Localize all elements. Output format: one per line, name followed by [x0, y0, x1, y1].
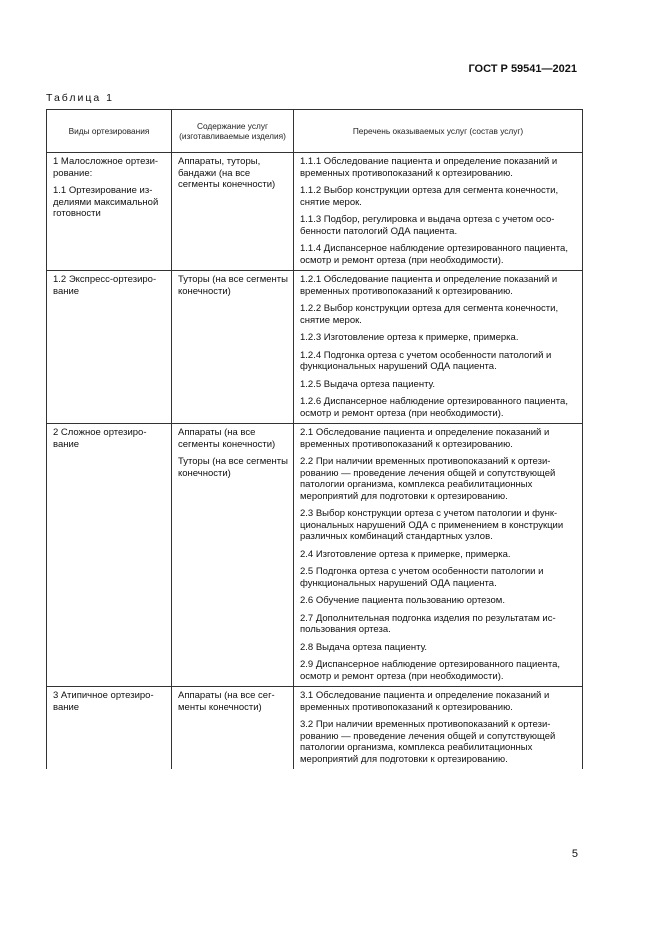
cell-paragraph: 1.2 Экспресс-ортезирование: [53, 274, 157, 297]
table-row: [47, 271, 583, 424]
cell-paragraph: 1.2.5 Выдача ортеза пациенту.: [300, 378, 435, 390]
cell-paragraph: 1.2.6 Диспансерное наблюдение ортезированного пациента, осмотр и ремонт ортеза (при необходимости).: [300, 396, 568, 419]
orthosis-type-cell: [47, 271, 172, 424]
orthosis-type-cell: [47, 424, 172, 687]
header-service-list: Перечень оказываемых услуг (состав услуг): [294, 110, 583, 153]
table-body: [47, 153, 583, 770]
cell-paragraph: Туторы (на все сегменты конечности): [178, 274, 288, 297]
cell-paragraph: 3 Атипичное ортезирование: [53, 690, 154, 713]
service-list-cell: [294, 424, 583, 687]
cell-paragraph: 2.6 Обучение пациента пользованию ортезом.: [300, 595, 505, 606]
cell-paragraph: 1.2.4 Подгонка ортеза с учетом особенности патологий и функциональных нарушений ОДА пациента.: [300, 349, 552, 372]
cell-paragraph: 1 Малосложное ортезирование:: [53, 156, 159, 179]
cell-paragraph: 3.2 При наличии временных противопоказаний к ортезированию — проведение лечения общей и сопутствующей патологии организма, комплекса реабилитационных мероприятий для подготовки к ортезированию.: [300, 719, 556, 765]
cell-paragraph: 2.5 Подгонка ортеза с учетом особенности патологии и функциональных нарушений ОДА пациента.: [300, 566, 544, 589]
service-content-cell: [172, 271, 294, 424]
cell-paragraph: 1.2.1 Обследование пациента и определение показаний и временных противопоказаний к ортезированию.: [300, 274, 558, 297]
cell-paragraph: 2.7 Дополнительная подгонка изделия по результатам использования ортеза.: [300, 612, 556, 635]
cell-paragraph: 2.4 Изготовление ортеза к примерке, примерка.: [300, 548, 511, 560]
cell-paragraph: 2 Сложное ортезирование: [53, 427, 147, 450]
cell-paragraph: 1.1.2 Выбор конструкции ортеза для сегмента конечности, снятие мерок.: [300, 185, 559, 208]
service-content-cell: [172, 424, 294, 687]
cell-paragraph: Аппараты (на все сегменты конечности): [178, 427, 276, 450]
table-caption: Таблица 1: [46, 92, 114, 104]
cell-paragraph: 1.1.3 Подбор, регулировка и выдача ортеза с учетом особенности патологий ОДА пациента.: [300, 214, 555, 237]
cell-paragraph: 3.1 Обследование пациента и определение показаний и временных противопоказаний к ортезированию.: [300, 690, 550, 713]
orthosis-type-cell: [47, 687, 172, 770]
cell-paragraph: Аппараты (на все сегменты конечности): [178, 690, 275, 713]
cell-paragraph: 1.1.1 Обследование пациента и определение показаний и временных противопоказаний к ортезированию.: [300, 156, 558, 179]
cell-paragraph: 2.8 Выдача ортеза пациенту.: [300, 641, 428, 653]
table-header-row: [47, 110, 583, 153]
service-content-cell: [172, 153, 294, 271]
service-content-cell: [172, 687, 294, 770]
cell-paragraph: 1.1.4 Диспансерное наблюдение ортезированного пациента, осмотр и ремонт ортеза (при необходимости).: [300, 243, 568, 266]
service-list-cell: [294, 271, 583, 424]
header-service-content: Содержание услуг (изготавливаемые изделия): [172, 110, 294, 153]
cell-paragraph: 1.1 Ортезирование изделиями максимальной готовности: [53, 185, 159, 219]
table-row: [47, 687, 583, 770]
cell-paragraph: 2.3 Выбор конструкции ортеза с учетом патологии и функциональных нарушений ОДА с применением в конструкции различных комбинаций стандартных узлов.: [300, 508, 564, 542]
service-list-cell: [294, 153, 583, 271]
service-list-cell: [294, 687, 583, 770]
page-number: 5: [571, 848, 578, 860]
services-table: [46, 109, 583, 769]
cell-paragraph: Туторы (на все сегменты конечности): [178, 456, 288, 479]
orthosis-type-cell: [47, 153, 172, 271]
cell-paragraph: 2.9 Диспансерное наблюдение ортезированного пациента, осмотр и ремонт ортеза (при необходимости).: [300, 659, 561, 682]
cell-paragraph: 2.2 При наличии временных противопоказаний к ортезированию — проведение лечения общей и сопутствующей патологии организма, комплекса реабилитационных мероприятий для подготовки к ортезированию.: [300, 456, 556, 502]
cell-paragraph: Аппараты, туторы, бандажи (на все сегменты конечности): [178, 156, 276, 190]
cell-paragraph: 2.1 Обследование пациента и определение показаний и временных противопоказаний к ортезированию.: [300, 427, 550, 450]
cell-paragraph: 1.2.3 Изготовление ортеза к примерке, примерка.: [300, 332, 519, 343]
table-row: [47, 424, 583, 687]
header-orthosis-types: Виды ортезирования: [47, 110, 172, 153]
table-row: [47, 153, 583, 271]
cell-paragraph: 1.2.2 Выбор конструкции ортеза для сегмента конечности, снятие мерок.: [300, 303, 559, 326]
document-code: ГОСТ Р 59541—2021: [468, 63, 577, 75]
